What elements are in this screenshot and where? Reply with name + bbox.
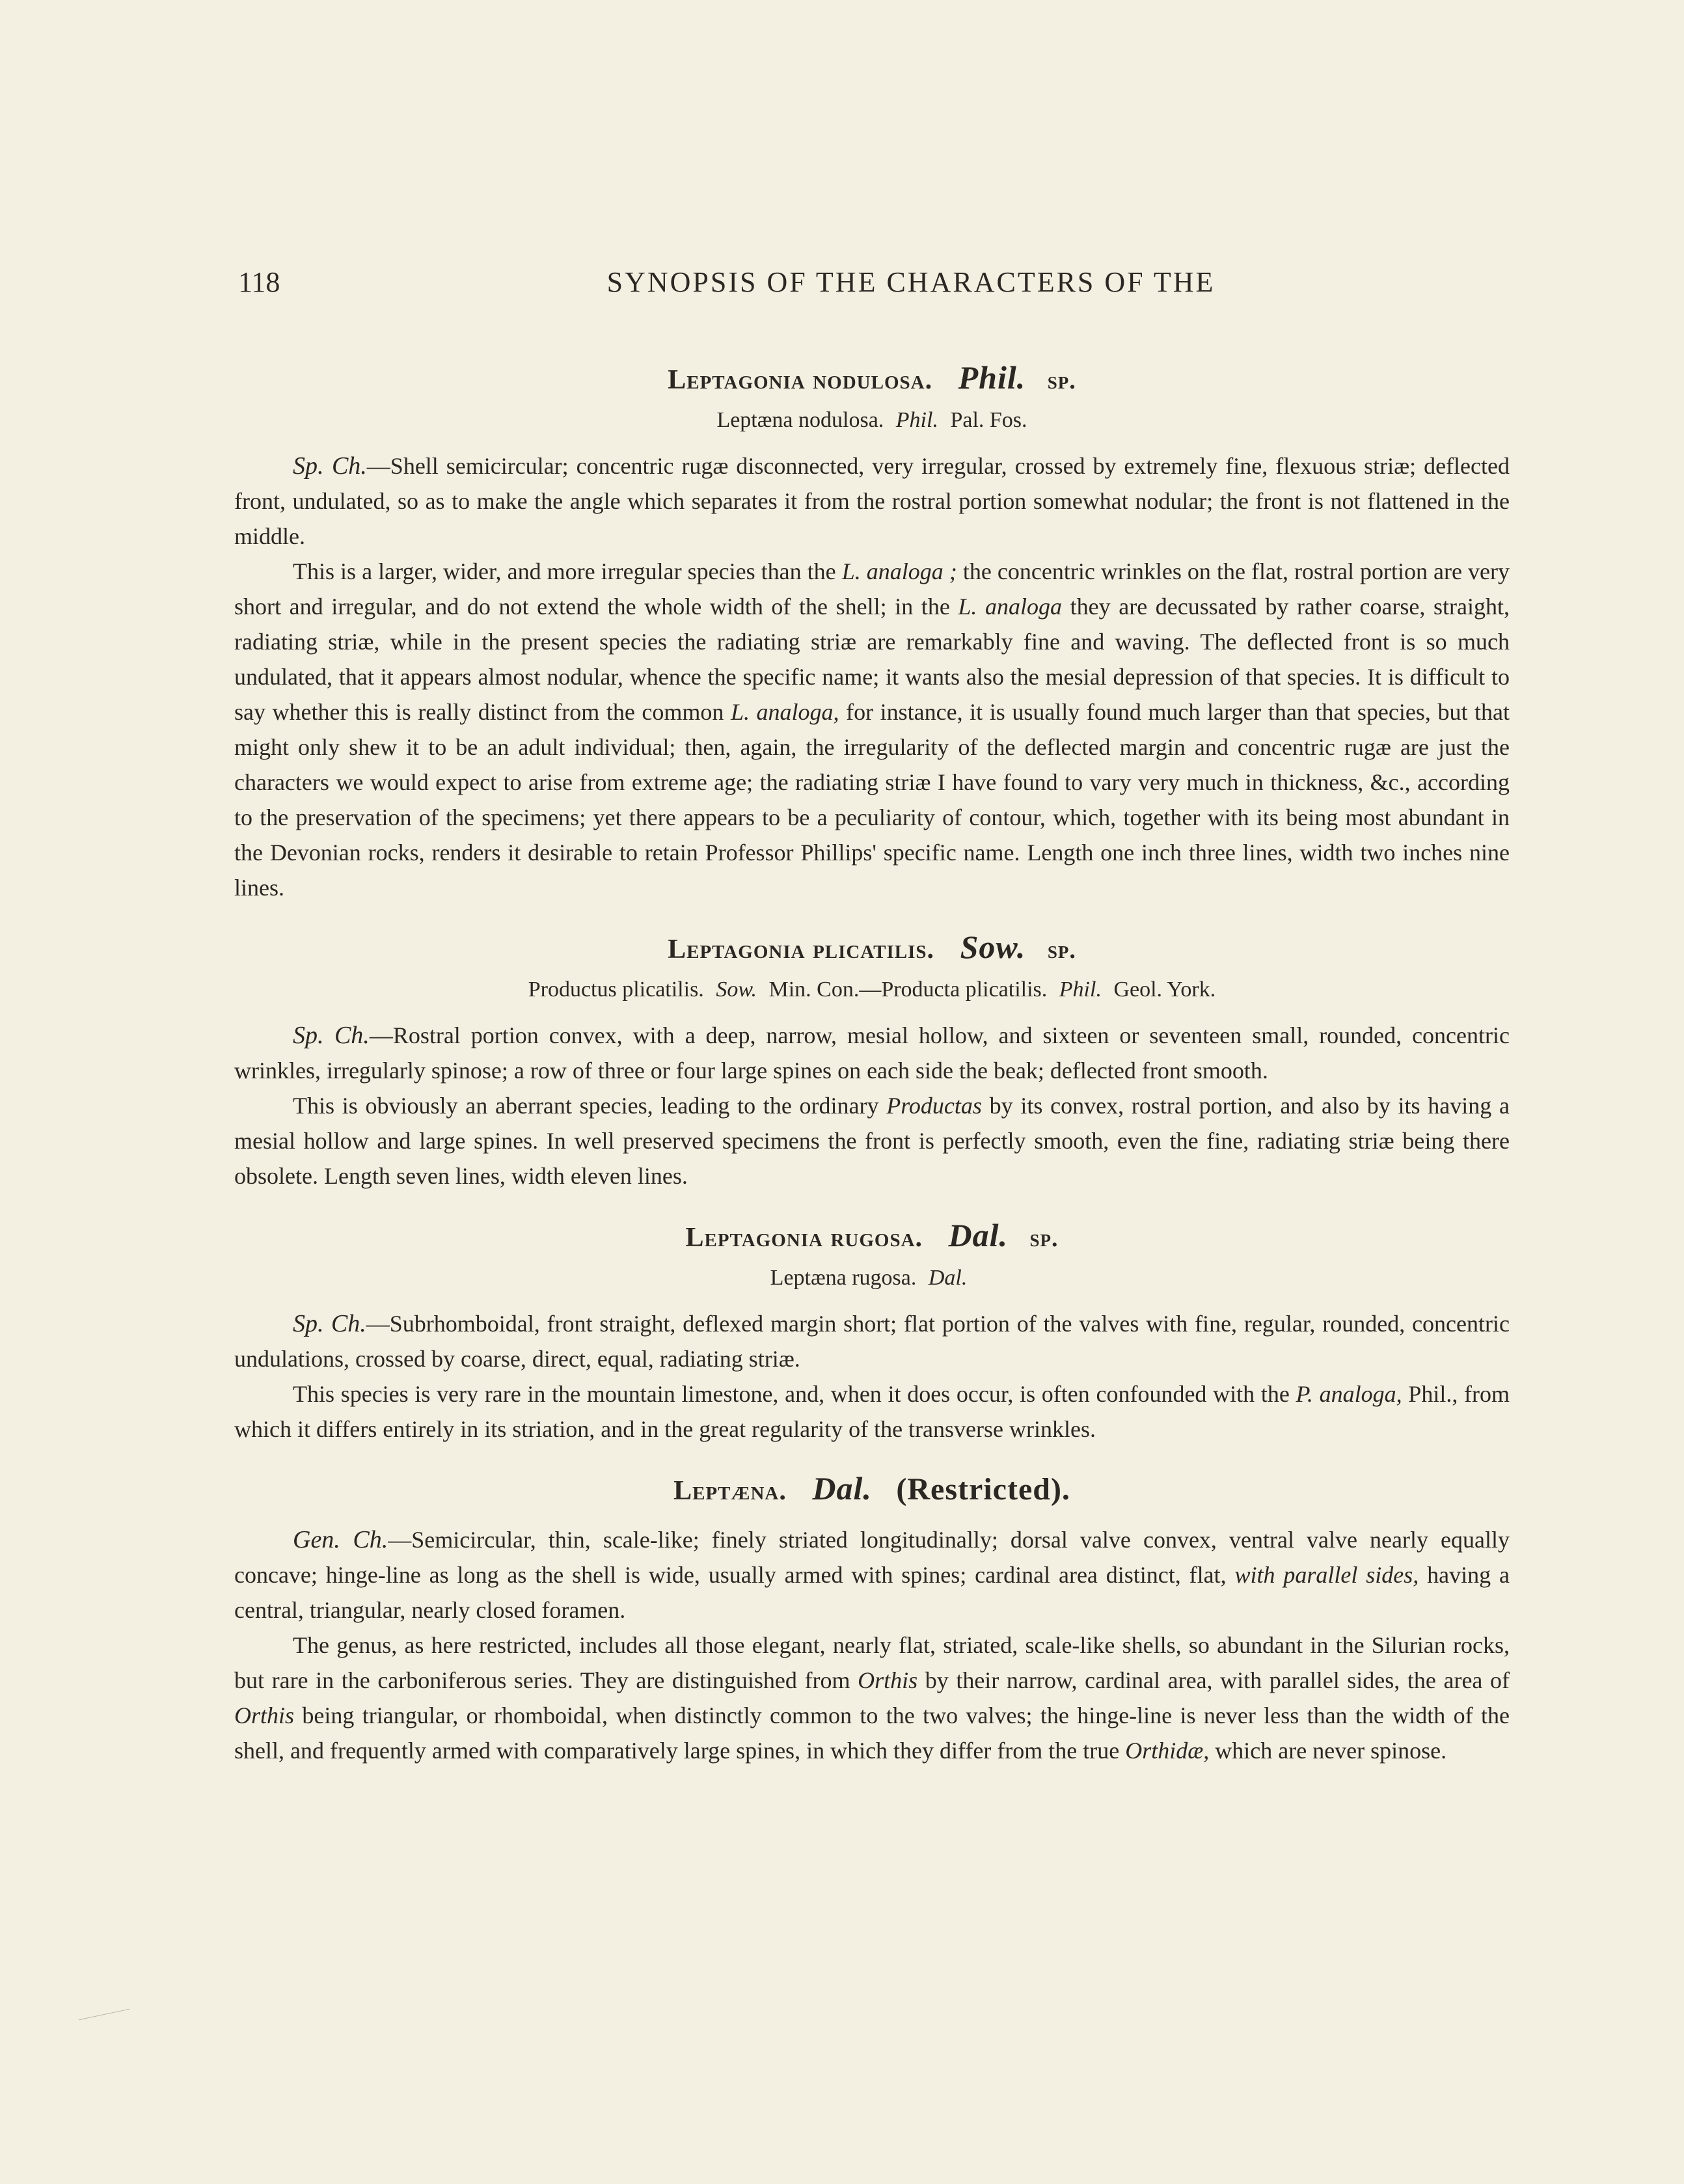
character-text: —Shell semicircular; concentric rugæ disconnected, very irregular, crossed by extremely fine, flexuous striæ; deflected front, undulated, so as to make the angle which separates it from the rostral portion somewhat nodular; the front is not flattened in the middle. <box>234 453 1510 549</box>
description-paragraph <box>234 1628 1510 1768</box>
synonym-reference: Pal. Fos. <box>950 408 1027 432</box>
description-italic: P. analoga, <box>1296 1381 1402 1407</box>
genus-name: Leptagonia <box>685 1223 823 1253</box>
genus-heading <box>234 1469 1510 1510</box>
species-entry-plicatilis <box>234 927 1510 1194</box>
description-text: for instance, it is usually found much larger than that species, but that might only shew it to be an adult individual; then, again, the irregularity of the deflected margin and concentric rugæ are just the characters we would expect to arise from extreme age; the radiating striæ I have found to vary very much in thickness, &c., according to the preservation of the specimens; yet there appears to be a peculiarity of contour, which, together with its being most abundant in the Devonian rocks, renders it desirable to retain Professor Phillips' specific name. Length one inch three lines, width two inches nine lines. <box>234 699 1510 901</box>
description-paragraph <box>234 1088 1510 1194</box>
page-body <box>234 358 1510 1790</box>
margin-pencil-mark <box>79 2009 129 2021</box>
description-italic: L. analoga <box>958 594 1063 620</box>
genus-name: Leptagonia <box>668 935 806 964</box>
synonym-name: Leptæna nodulosa. <box>716 408 884 432</box>
description-text: Phil., from which it differs entirely in its striation, and in the great regularity of the transverse wrinkles. <box>234 1381 1510 1442</box>
character-paragraph <box>234 1306 1510 1376</box>
genus-name: Leptagonia <box>668 365 806 395</box>
description-text: by their narrow, cardinal area, with parallel sides, the area of <box>917 1667 1510 1693</box>
character-paragraph <box>234 448 1510 554</box>
synonym-author: Dal. <box>928 1266 968 1290</box>
sp-suffix: sp. <box>1047 936 1076 964</box>
sp-suffix: sp. <box>1047 367 1076 394</box>
synonym-line <box>234 1262 1510 1294</box>
character-italic: with parallel sides, <box>1234 1562 1419 1588</box>
authority: Phil. <box>958 359 1026 396</box>
species-heading <box>234 927 1510 970</box>
description-italic: Orthidæ, <box>1125 1738 1210 1764</box>
genus-name: Leptæna. <box>673 1476 787 1506</box>
synonym-name: Leptæna rugosa. <box>770 1266 917 1290</box>
description-paragraph <box>234 554 1510 905</box>
authority: Sow. <box>960 929 1026 965</box>
description-italic: L. analoga, <box>730 699 839 725</box>
description-paragraph <box>234 1376 1510 1447</box>
page-number: 118 <box>238 266 280 298</box>
description-text: The genus, as here restricted, includes all those elegant, nearly flat, striated, scale-like shells, so abundant in the Silurian rocks, but rare in the carboniferous series. They are distinguished from <box>234 1632 1510 1693</box>
description-text: This is a larger, wider, and more irregular species than the <box>293 558 842 584</box>
synonym-author: Phil. <box>895 408 938 432</box>
authority: Dal. <box>948 1217 1009 1253</box>
character-text: —Rostral portion convex, with a deep, narrow, mesial hollow, and sixteen or seventeen small, rounded, concentric wrinkles, irregularly spinose; a row of three or four large spines on each side the beak; deflected front smooth. <box>234 1022 1510 1084</box>
synonym-author-2: Phil. <box>1059 977 1102 1002</box>
species-name: plicatilis. <box>813 935 935 964</box>
character-label: Sp. Ch. <box>293 1022 370 1049</box>
authority: Dal. <box>812 1470 872 1507</box>
character-paragraph <box>234 1522 1510 1628</box>
description-text: the concentric wrinkles on the flat, rostral portion are very short and irregular, and do not extend the whole width of the shell; in the <box>234 558 1510 620</box>
synonym-name: Productus plicatilis. <box>528 977 704 1002</box>
character-label: Sp. Ch. <box>293 1310 366 1337</box>
description-text: they are decussated by rather coarse, straight, radiating striæ, while in the present species the radiating striæ are remarkably fine and waving. The deflected front is so much undulated, that it appears almost nodular, whence the specific name; it wants also the mesial depression of that species. It is difficult to say whether this is really distinct from the common <box>234 594 1510 725</box>
character-text: —Semicircular, thin, scale-like; finely striated longitudinally; dorsal valve convex, ventral valve nearly equally concave; hinge-line as long as the shell is wide, usually armed with spines; cardinal area distinct, flat, <box>234 1527 1510 1588</box>
restricted-note: (Restricted). <box>896 1472 1070 1507</box>
description-italic: Orthis <box>858 1667 918 1693</box>
synonym-line <box>234 404 1510 437</box>
species-name: rugosa. <box>830 1223 923 1253</box>
page-header <box>234 266 1510 305</box>
character-text: having a central, triangular, nearly closed foramen. <box>234 1562 1510 1623</box>
running-head: SYNOPSIS OF THE CHARACTERS OF THE <box>606 266 1215 298</box>
species-entry-rugosa <box>234 1216 1510 1447</box>
character-label: Sp. Ch. <box>293 452 367 480</box>
description-text: being triangular, or rhomboidal, when distinctly common to the two valves; the hinge-line is never less than the width of the shell, and frequently armed with comparatively large spines, in which they differ from the true <box>234 1702 1510 1764</box>
description-text: by its convex, rostral portion, and also by its having a mesial hollow and large spines. In well preserved specimens the front is perfectly smooth, even the fine, radiating striæ being there obsolete. Length seven lines, width eleven lines. <box>234 1093 1510 1189</box>
description-italic: Orthis <box>234 1702 295 1728</box>
species-heading <box>234 358 1510 400</box>
character-label: Gen. Ch. <box>293 1526 388 1553</box>
species-heading <box>234 1216 1510 1258</box>
description-text: which are never spinose. <box>1209 1738 1447 1764</box>
description-text: This is obviously an aberrant species, leading to the ordinary <box>293 1093 887 1119</box>
synonym-line <box>234 974 1510 1006</box>
genus-entry-leptaena <box>234 1469 1510 1768</box>
synonym-author: Sow. <box>716 977 757 1002</box>
synonym-reference-2: Geol. York. <box>1113 977 1216 1002</box>
synonym-reference: Min. Con.—Producta plicatilis. <box>768 977 1048 1002</box>
character-paragraph <box>234 1018 1510 1088</box>
species-name: nodulosa. <box>813 365 933 395</box>
description-italic: L. analoga ; <box>841 558 957 584</box>
description-italic: Productas <box>886 1093 982 1119</box>
sp-suffix: sp. <box>1029 1225 1059 1252</box>
character-text: —Subrhomboidal, front straight, deflexed margin short; flat portion of the valves with fine, regular, rounded, concentric undulations, crossed by coarse, direct, equal, radiating striæ. <box>234 1311 1510 1372</box>
description-text: This species is very rare in the mountain limestone, and, when it does occur, is often confounded with the <box>293 1381 1296 1407</box>
species-entry-nodulosa <box>234 358 1510 905</box>
